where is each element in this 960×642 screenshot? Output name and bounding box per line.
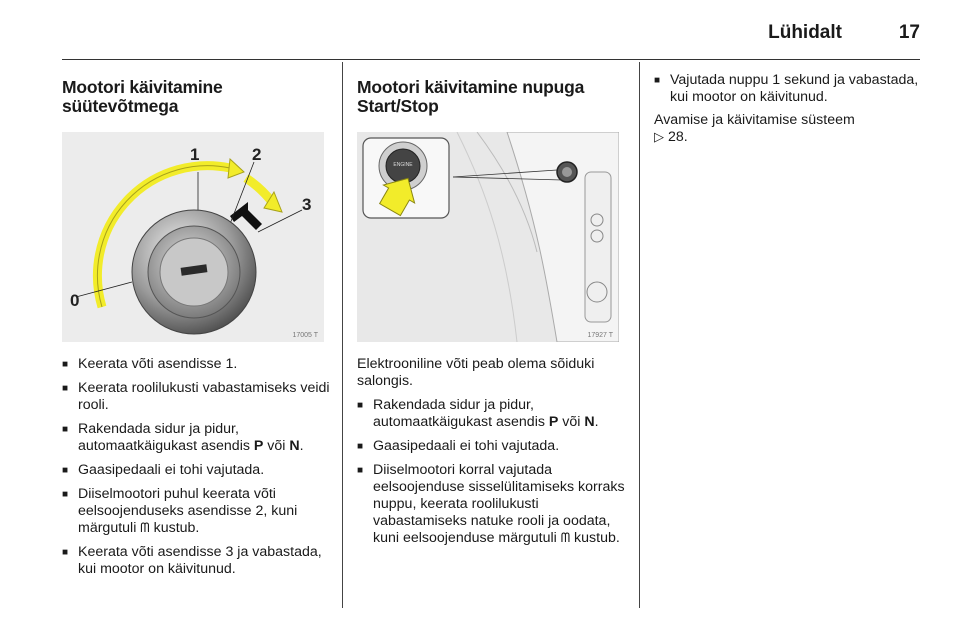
marker-line-0 [76,282,132,297]
section-heading-start-stop: Mootori käivitamine nupuga Start/Stop [357,77,585,116]
intro-paragraph: Elektrooniline võti peab olema sõiduki salongis. [357,356,595,389]
glow-plug-icon: ᗰ [560,531,571,546]
figure-code: 17927 T [587,332,613,339]
column-start-stop [357,62,625,547]
position-label-0: 0 [70,291,80,310]
page-number: 17 [898,22,920,43]
position-label-1: 1 [190,145,200,164]
figure-code: 17005 T [292,332,318,339]
column-ignition-key [62,62,330,578]
chapter-title: Lühidalt [768,22,842,43]
reference-page: 28. [664,129,688,145]
list-item: ■ Keerata võti asendisse 3 ja vabastada, kui mootor on käivitunud. [62,544,330,578]
header-rule [62,59,920,60]
list-item: ■ Vajutada nuppu 1 sekund ja vabastada, kui mootor on käivitunud. [654,72,922,106]
list-item: ■ Diiselmootori puhul keerata võti eelsoojenduseks asendisse 2, kuni märgutuli ᗰ kustub. [62,486,330,537]
list-item: ■ Diiselmootori korral vajutada eelsoojenduse sisselülitamiseks korraks nuppu, keerata roolilukusti vabastamiseks natuke rooli ja oodata, kuni eelsoojenduse märgutuli ᗰ kustub. [357,462,625,547]
column-divider-2 [639,62,640,608]
ignition-lock-illustration [62,132,324,342]
page-header [62,14,920,58]
position-label-3: 3 [302,195,312,214]
column-continued [654,62,922,146]
reference-text: Avamise ja käivitamise süsteem [654,112,855,128]
cross-reference[interactable] [654,112,922,146]
list-item: ■ Keerata roolilukusti vabastamiseks veidi rooli. [62,380,330,414]
list-item: ■ Gaasipedaali ei tohi vajutada. [62,462,330,479]
position-label-2: 2 [252,145,262,164]
section-heading-ignition-key: Mootori käivitamine süütevõtmega [62,77,223,116]
list-item: ■ Rakendada sidur ja pidur, automaatkäigukast asendis P või N. [62,421,330,455]
marker-line-3 [258,210,302,232]
svg-text:ENGINE: ENGINE [393,162,413,168]
start-stop-figure [357,132,619,342]
reference-arrow-icon: ▷ [654,130,664,145]
start-stop-illustration [357,132,619,342]
instruction-list [654,72,922,106]
ignition-key-figure [62,132,324,342]
list-item: ■ Keerata võti asendisse 1. [62,356,330,373]
list-item: ■ Rakendada sidur ja pidur, automaatkäigukast asendis P või N. [357,397,625,431]
instruction-list [357,397,625,547]
glow-plug-icon: ᗰ [140,521,150,536]
list-item: ■ Gaasipedaali ei tohi vajutada. [357,438,625,455]
instruction-list [62,356,330,578]
column-divider-1 [342,62,343,608]
